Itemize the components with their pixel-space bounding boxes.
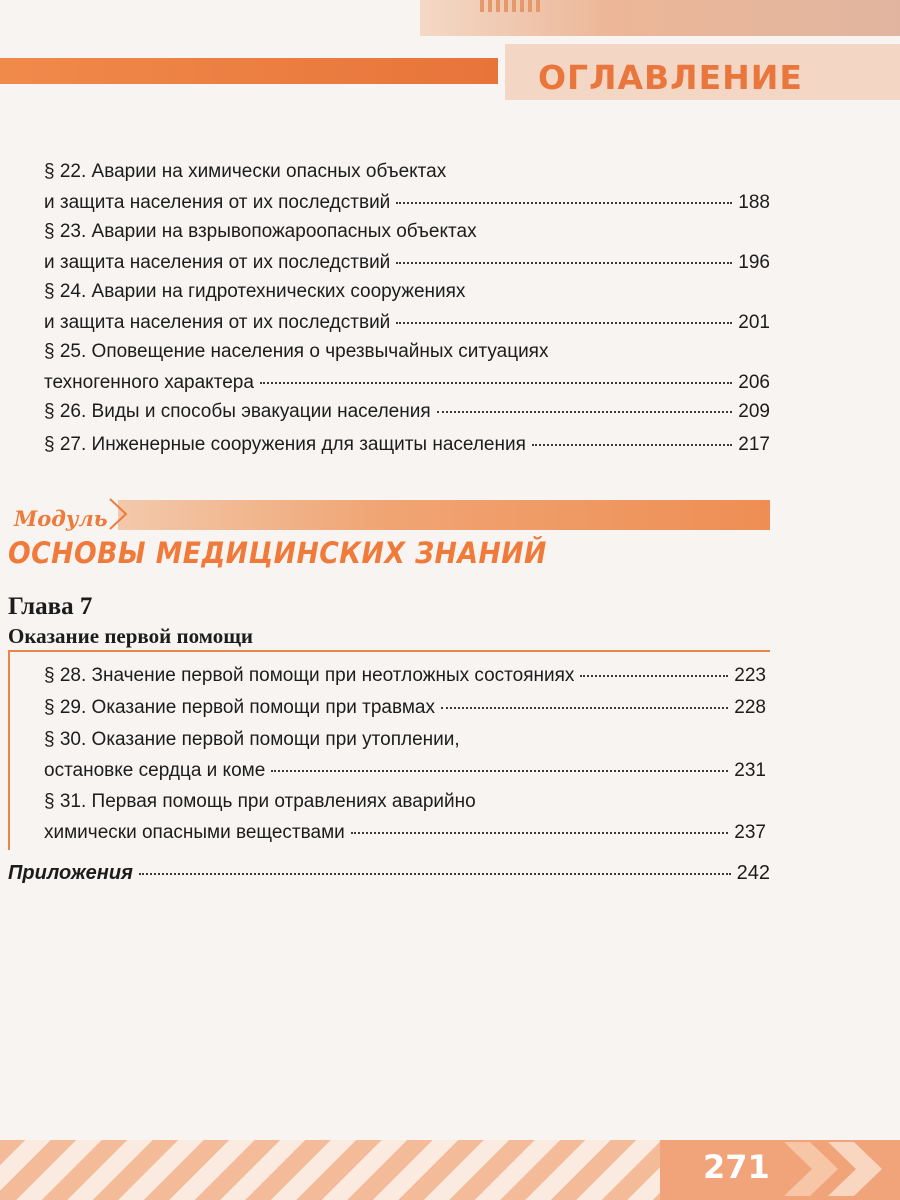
toc-page: 206 [738, 372, 770, 393]
top-hatch [480, 0, 540, 12]
leader-dots [532, 444, 732, 446]
leader-dots [351, 832, 729, 834]
toc-line: химически опасными веществами [44, 822, 345, 843]
toc-entry-23[interactable] [44, 216, 770, 278]
toc-entry-31[interactable] [44, 786, 766, 848]
toc-page: 231 [734, 760, 766, 781]
toc-page: 209 [738, 401, 770, 422]
toc-line: § 24. Аварии на гидротехнических сооружениях [44, 281, 466, 302]
toc-line: § 29. Оказание первой помощи при травмах [44, 697, 435, 718]
toc-entry-25[interactable] [44, 336, 770, 398]
leader-dots [396, 262, 732, 264]
leader-dots [139, 873, 731, 875]
toc-page: 223 [734, 665, 766, 686]
toc-entry-appendix[interactable] [8, 862, 770, 885]
chapter-title: Оказание первой помощи [8, 624, 254, 648]
toc-line: § 26. Виды и способы эвакуации населения [44, 401, 431, 422]
toc-line: и защита населения от их последствий [44, 312, 391, 333]
toc-entry-22[interactable] [44, 156, 770, 218]
toc-page: 201 [738, 312, 770, 333]
leader-dots [396, 202, 732, 204]
toc-line: § 23. Аварии на взрывопожароопасных объектах [44, 221, 477, 242]
toc-line: техногенного характера [44, 372, 254, 393]
leader-dots [396, 322, 732, 324]
toc-line: и защита населения от их последствий [44, 252, 391, 273]
toc-line: остановке сердца и коме [44, 760, 266, 781]
leader-dots [271, 770, 728, 772]
toc-line: § 25. Оповещение населения о чрезвычайных ситуациях [44, 341, 549, 362]
toc-page: 242 [736, 862, 770, 884]
module-band [118, 500, 770, 530]
toc-line: и защита населения от их последствий [44, 192, 391, 213]
footer-stripes [0, 1140, 760, 1200]
appendix-label: Приложения [8, 862, 133, 884]
toc-entry-28[interactable] [44, 660, 766, 691]
toc-page: 188 [738, 192, 770, 213]
chevron-right-icon [108, 497, 130, 531]
leader-dots [580, 675, 728, 677]
page-number: 271 [703, 1148, 770, 1186]
toc-page: 237 [734, 822, 766, 843]
toc-page: 228 [734, 697, 766, 718]
leader-dots [260, 382, 732, 384]
toc-line: § 28. Значение первой помощи при неотложных состояниях [44, 665, 575, 686]
toc-entry-24[interactable] [44, 276, 770, 338]
leader-dots [437, 411, 733, 413]
chapter-rule [8, 650, 770, 652]
toc-line: § 31. Первая помощь при отравлениях аварийно [44, 791, 476, 812]
toc-line: § 22. Аварии на химически опасных объектах [44, 161, 447, 182]
top-decoration [420, 0, 900, 36]
chapter-number: Глава 7 [8, 593, 93, 620]
double-chevron-right-icon [780, 1138, 900, 1200]
toc-entry-26[interactable] [44, 396, 770, 427]
leader-dots [441, 707, 728, 709]
toc-entry-30[interactable] [44, 724, 766, 786]
toc-page: 196 [738, 252, 770, 273]
toc-line: § 27. Инженерные сооружения для защиты населения [44, 434, 526, 455]
toc-page: 217 [738, 434, 770, 455]
module-label: Модуль [14, 506, 108, 531]
toc-entry-29[interactable] [44, 692, 766, 723]
header-bar [0, 58, 498, 84]
toc-entry-27[interactable] [44, 429, 770, 460]
toc-line: § 30. Оказание первой помощи при утоплении, [44, 729, 460, 750]
chapter-side-rule [8, 650, 10, 850]
page-title: ОГЛАВЛЕНИЕ [538, 58, 803, 97]
module-title: ОСНОВЫ МЕДИЦИНСКИХ ЗНАНИЙ [8, 536, 547, 570]
